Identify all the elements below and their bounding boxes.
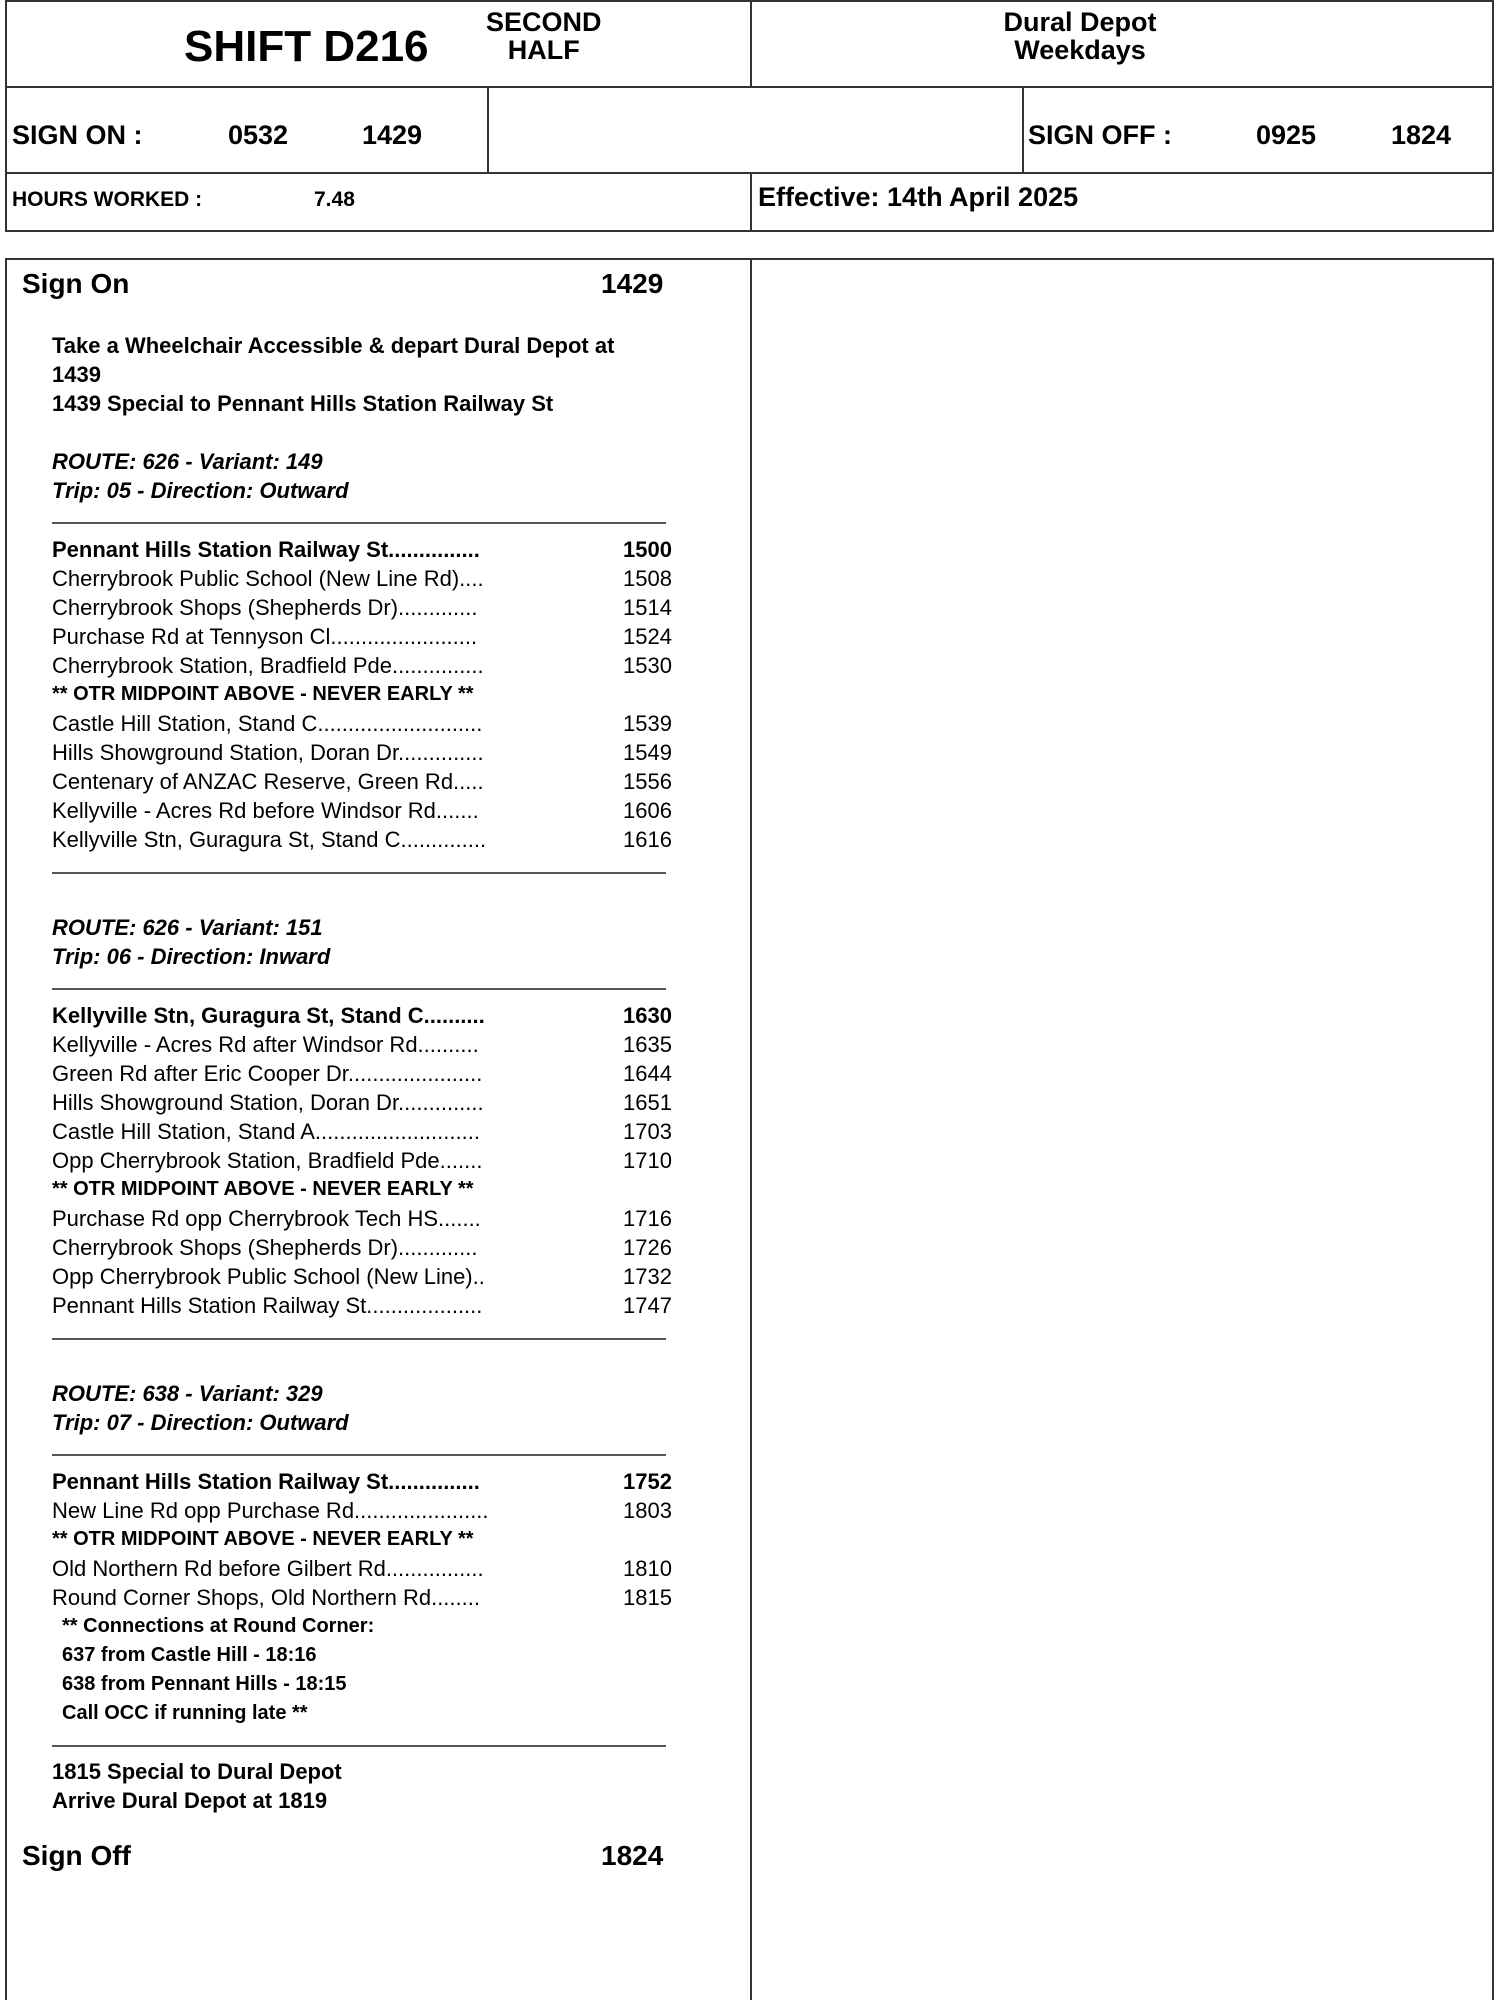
- stop-time: 1539: [623, 711, 672, 736]
- stop-row: [52, 709, 672, 738]
- stop-row: [52, 1030, 672, 1059]
- midpoint-note: [52, 1525, 672, 1554]
- stop-time: 1606: [623, 798, 672, 823]
- sign-on-time: 1429: [601, 268, 664, 299]
- intro-line2: 1439: [52, 362, 101, 387]
- stop-time: 1549: [623, 740, 672, 765]
- connections-note: [62, 1612, 374, 1728]
- stop-time: 1514: [623, 595, 672, 620]
- sign-on-time1: 0532: [228, 120, 289, 150]
- connections-line1: ** Connections at Round Corner:: [62, 1615, 375, 1637]
- trip3-route: ROUTE: 638 - Variant: 329: [52, 1381, 323, 1406]
- intro-line3: 1439 Special to Pennant Hills Station Railway St: [52, 391, 554, 416]
- stop-time: 1732: [623, 1264, 672, 1289]
- stop-name: New Line Rd opp Purchase Rd......................: [52, 1498, 489, 1523]
- stop-time: 1651: [623, 1090, 672, 1115]
- depot-line1: Dural Depot: [1003, 7, 1157, 37]
- header-vdivider-row2-left: [487, 86, 489, 172]
- stop-row: [52, 1291, 672, 1320]
- sign-on-label: SIGN ON :: [12, 120, 143, 150]
- stop-time: 1508: [623, 566, 672, 591]
- half-label-line2: HALF: [507, 35, 580, 65]
- stop-row: [52, 651, 672, 680]
- trip1-stop-list: [52, 535, 672, 854]
- trip1-bottom-rule: [52, 872, 666, 874]
- sign-on-time2: 1429: [362, 120, 423, 150]
- outro-line2: Arrive Dural Depot at 1819: [52, 1788, 328, 1813]
- trip1-top-rule: [52, 522, 666, 524]
- midpoint-note-text: ** OTR MIDPOINT ABOVE - NEVER EARLY **: [52, 1178, 474, 1200]
- stop-row: [52, 1088, 672, 1117]
- stop-name: Castle Hill Station, Stand C...........................: [52, 711, 483, 736]
- stop-name: Cherrybrook Shops (Shepherds Dr).............: [52, 1235, 478, 1260]
- stop-time: 1716: [623, 1206, 672, 1231]
- sign-off-heading: Sign Off: [22, 1840, 131, 1871]
- stop-row: [52, 622, 672, 651]
- trip3-stop-list: [52, 1467, 672, 1612]
- stop-time: 1803: [623, 1498, 672, 1523]
- trip3-direction: Trip: 07 - Direction: Outward: [52, 1410, 349, 1435]
- stop-row: [52, 1583, 672, 1612]
- stop-time: 1556: [623, 769, 672, 794]
- stop-row: [52, 1554, 672, 1583]
- trip1-route: ROUTE: 626 - Variant: 149: [52, 449, 323, 474]
- stop-name: Hills Showground Station, Doran Dr..............: [52, 1090, 484, 1115]
- stop-row: [52, 1001, 672, 1030]
- sign-off-label: SIGN OFF :: [1028, 120, 1172, 150]
- stop-row: [52, 535, 672, 564]
- header-divider-1: [5, 86, 1494, 88]
- stop-time: 1630: [623, 1003, 672, 1028]
- stop-row: [52, 1204, 672, 1233]
- stop-name: Kellyville - Acres Rd before Windsor Rd.......: [52, 798, 479, 823]
- stop-name: Kellyville Stn, Guragura St, Stand C..............: [52, 827, 487, 852]
- header-vdivider-top: [750, 0, 752, 86]
- depot-label: [1000, 8, 1160, 64]
- stop-time: 1635: [623, 1032, 672, 1057]
- trip3-bottom-rule: [52, 1745, 666, 1747]
- trip1-direction: Trip: 05 - Direction: Outward: [52, 478, 349, 503]
- trip2-direction: Trip: 06 - Direction: Inward: [52, 944, 331, 969]
- stop-time: 1644: [623, 1061, 672, 1086]
- stop-time: 1747: [623, 1293, 672, 1318]
- stop-time: 1810: [623, 1556, 672, 1581]
- sign-off-time1: 0925: [1256, 120, 1317, 150]
- stop-time: 1703: [623, 1119, 672, 1144]
- stop-name: Opp Cherrybrook Public School (New Line)..: [52, 1264, 485, 1289]
- trip2-route: ROUTE: 626 - Variant: 151: [52, 915, 323, 940]
- hours-worked-label: HOURS WORKED :: [12, 188, 203, 211]
- trip3-top-rule: [52, 1454, 666, 1456]
- stop-time: 1726: [623, 1235, 672, 1260]
- stop-row: [52, 564, 672, 593]
- stop-row: [52, 767, 672, 796]
- stop-name: Opp Cherrybrook Station, Bradfield Pde.......: [52, 1148, 483, 1173]
- stop-row: [52, 1262, 672, 1291]
- midpoint-note: [52, 1175, 672, 1204]
- depot-line2: Weekdays: [1014, 35, 1146, 65]
- stop-time: 1752: [623, 1469, 672, 1494]
- trip2-bottom-rule: [52, 1338, 666, 1340]
- header-vdivider-row2-right: [1022, 86, 1024, 172]
- effective-date: Effective: 14th April 2025: [758, 182, 1079, 212]
- stop-row: [52, 1059, 672, 1088]
- trip2-top-rule: [52, 988, 666, 990]
- stop-name: Castle Hill Station, Stand A...........................: [52, 1119, 480, 1144]
- stop-time: 1710: [623, 1148, 672, 1173]
- sign-on-heading: Sign On: [22, 268, 130, 299]
- stop-name: Purchase Rd opp Cherrybrook Tech HS.......: [52, 1206, 481, 1231]
- stop-name: Cherrybrook Public School (New Line Rd)....: [52, 566, 484, 591]
- sign-off-time: 1824: [601, 1840, 664, 1871]
- stop-name: Hills Showground Station, Doran Dr..............: [52, 740, 484, 765]
- stop-time: 1815: [623, 1585, 672, 1610]
- stop-row: [52, 825, 672, 854]
- stop-name: Pennant Hills Station Railway St...............: [52, 1469, 480, 1494]
- stop-name: Round Corner Shops, Old Northern Rd........: [52, 1585, 480, 1610]
- stop-time: 1500: [623, 537, 672, 562]
- stop-name: Cherrybrook Shops (Shepherds Dr).............: [52, 595, 478, 620]
- stop-name: Old Northern Rd before Gilbert Rd................: [52, 1556, 484, 1581]
- stop-name: Purchase Rd at Tennyson Cl........................: [52, 624, 478, 649]
- stop-row: [52, 1496, 672, 1525]
- connections-line3: 638 from Pennant Hills - 18:15: [62, 1673, 347, 1695]
- half-label: [486, 8, 602, 64]
- shift-title: SHIFT D216: [184, 22, 429, 71]
- body-vdivider: [750, 258, 752, 2000]
- midpoint-note-text: ** OTR MIDPOINT ABOVE - NEVER EARLY **: [52, 1528, 474, 1550]
- midpoint-note: [52, 680, 672, 709]
- midpoint-note-text: ** OTR MIDPOINT ABOVE - NEVER EARLY **: [52, 683, 474, 705]
- connections-line4: Call OCC if running late **: [62, 1702, 308, 1724]
- stop-time: 1530: [623, 653, 672, 678]
- hours-worked-value: 7.48: [314, 188, 355, 211]
- stop-time: 1616: [623, 827, 672, 852]
- stop-row: [52, 1233, 672, 1262]
- stop-row: [52, 1146, 672, 1175]
- header-vdivider-row3: [750, 172, 752, 232]
- stop-time: 1524: [623, 624, 672, 649]
- stop-name: Pennant Hills Station Railway St...................: [52, 1293, 483, 1318]
- stop-name: Kellyville Stn, Guragura St, Stand C..........: [52, 1003, 485, 1028]
- stop-row: [52, 1117, 672, 1146]
- connections-line2: 637 from Castle Hill - 18:16: [62, 1644, 317, 1666]
- stop-row: [52, 738, 672, 767]
- stop-row: [52, 796, 672, 825]
- stop-row: [52, 1467, 672, 1496]
- intro-line1: Take a Wheelchair Accessible & depart Dural Depot at: [52, 333, 615, 358]
- outro-line1: 1815 Special to Dural Depot: [52, 1759, 342, 1784]
- stop-name: Kellyville - Acres Rd after Windsor Rd..........: [52, 1032, 479, 1057]
- half-label-line1: SECOND: [486, 7, 602, 37]
- stop-name: Centenary of ANZAC Reserve, Green Rd.....: [52, 769, 484, 794]
- stop-name: Cherrybrook Station, Bradfield Pde...............: [52, 653, 484, 678]
- stop-name: Pennant Hills Station Railway St...............: [52, 537, 480, 562]
- sign-off-time2: 1824: [1391, 120, 1452, 150]
- stop-row: [52, 593, 672, 622]
- trip2-stop-list: [52, 1001, 672, 1320]
- stop-name: Green Rd after Eric Cooper Dr......................: [52, 1061, 483, 1086]
